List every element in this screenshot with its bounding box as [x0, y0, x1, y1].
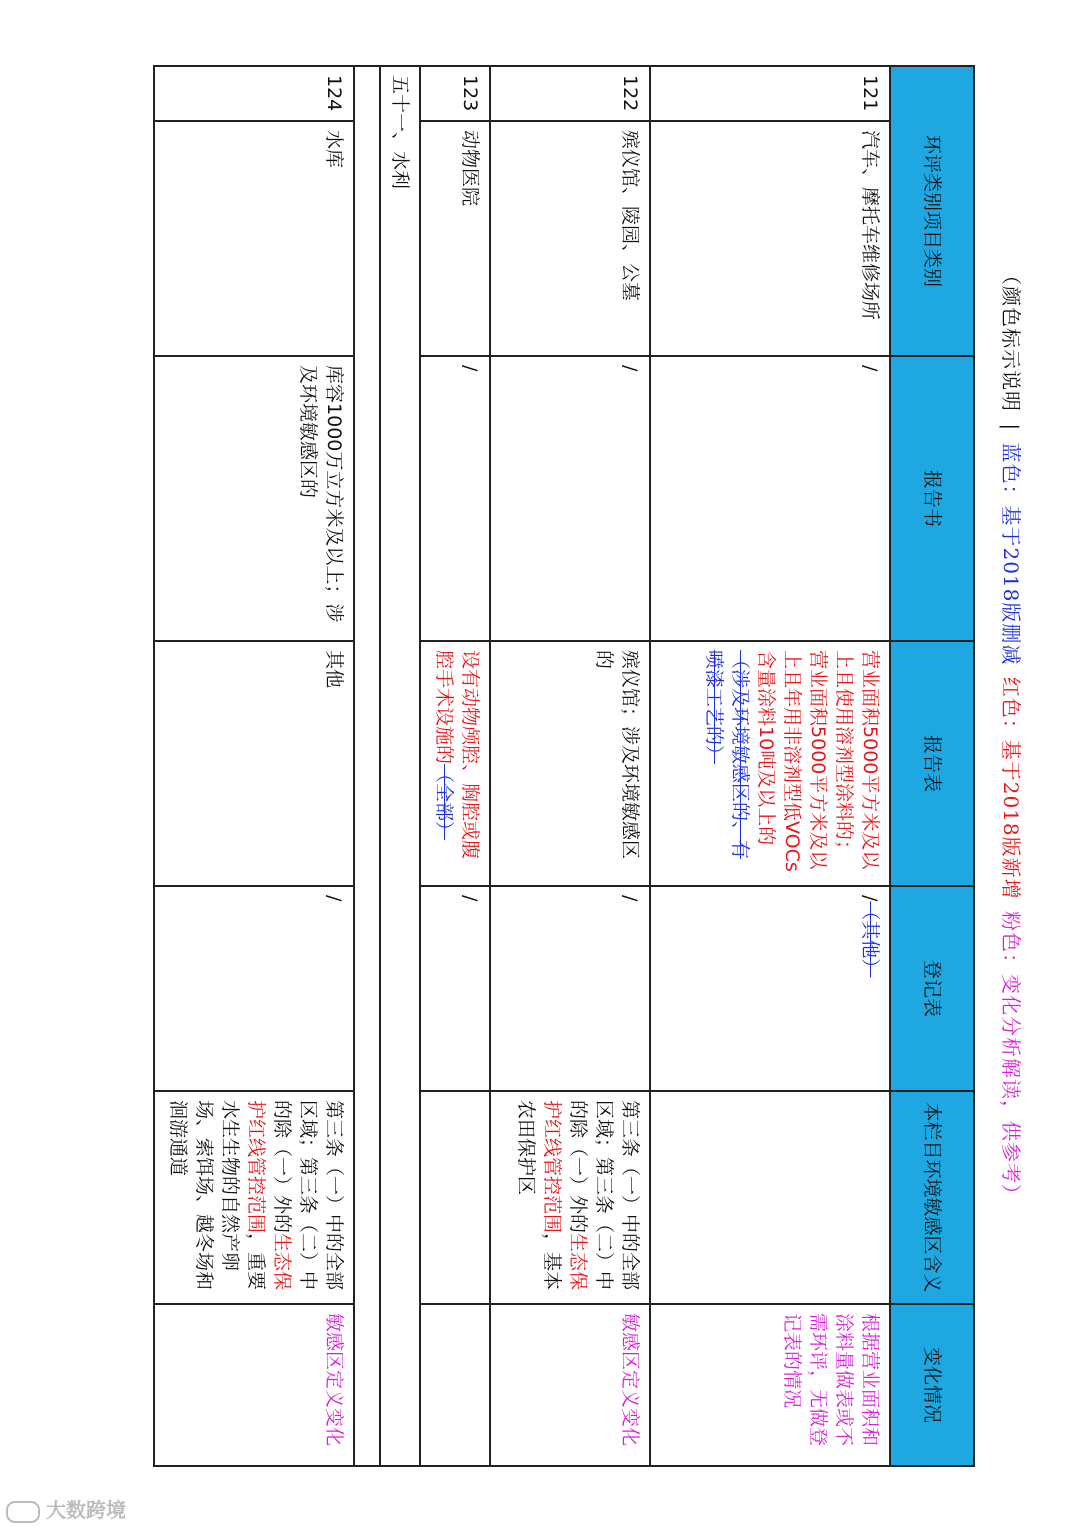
- sensitive-text-red: 生态保护红线管控范围: [245, 1100, 293, 1291]
- report-form-cell: 殡仪馆；涉及环境敏感区的: [490, 641, 650, 886]
- sensitive-cell: [154, 1091, 354, 1304]
- form-removed-text: （全部）: [433, 764, 455, 841]
- report-form-cell: [650, 641, 890, 886]
- change-cell: 敏感区定义变化: [154, 1304, 354, 1466]
- legend-blue: 蓝色：基于2018版删减: [999, 442, 1023, 666]
- change-cell: [420, 1304, 490, 1466]
- header-registration: 登记表: [890, 886, 974, 1091]
- change-cell: 敏感区定义变化: [490, 1304, 650, 1466]
- form-removed-text: （涉及环境敏感区的、有喷漆工艺的）: [703, 650, 751, 860]
- row-number: 123: [420, 66, 490, 121]
- section-row-51: [380, 66, 420, 1466]
- sensitive-text-a: 第三条（一）中的全部区域；第三条（二）中的除（一）外的: [271, 1100, 345, 1291]
- registration-cell: /: [490, 886, 650, 1091]
- registration-cell: [650, 886, 890, 1091]
- table-row-124: [154, 66, 354, 1466]
- sensitive-cell: [420, 1091, 490, 1304]
- section-title: 五十一、水利: [380, 66, 420, 1466]
- header-row: [890, 66, 974, 1466]
- row-name: 水库: [154, 121, 354, 356]
- report-book-cell: /: [490, 356, 650, 641]
- row-name: 动物医院: [420, 121, 490, 356]
- section-spacer: [354, 66, 380, 1466]
- legend-open: （颜色标示说明: [999, 265, 1023, 412]
- sensitive-cell: [490, 1091, 650, 1304]
- header-report-book: 报告书: [890, 356, 974, 641]
- color-legend: [998, 265, 1027, 1209]
- legend-red: 红色：基于2018版新增: [999, 676, 1023, 900]
- legend-separator: |: [999, 423, 1023, 432]
- row-name: 殡仪馆、陵园、公墓: [490, 121, 650, 356]
- row-number: 122: [490, 66, 650, 121]
- watermark-text: 大数跨境: [46, 1500, 126, 1522]
- report-form-cell: 其他: [154, 641, 354, 886]
- sensitive-text-a: 第三条（一）中的全部区域；第三条（二）中的除（一）外的: [567, 1100, 641, 1291]
- form-added-text: 营业面积5000平方米及以上且使用溶剂型涂料的；营业面积5000平方米及以上且年用非溶剂型低VOCs含量涂料10吨及以上的: [755, 650, 881, 872]
- row-number: 124: [154, 66, 354, 121]
- header-report-form: 报告表: [890, 641, 974, 886]
- header-category: 环评类别项目类别: [890, 66, 974, 356]
- registration-removed-text: （其他）: [859, 901, 881, 978]
- table-row-122: [490, 66, 650, 1466]
- report-book-cell: 库容1000万立方米及以上；涉及环境敏感区的: [154, 356, 354, 641]
- row-number: 121: [650, 66, 890, 121]
- report-form-cell: [420, 641, 490, 886]
- registration-slash: /: [859, 895, 881, 902]
- form-added-text: 设有动物颅腔、胸腔或腹腔手术设施的: [433, 650, 481, 860]
- spacer-cell: [354, 66, 380, 1466]
- eia-table: [153, 65, 975, 1467]
- sensitive-cell: [650, 1091, 890, 1304]
- report-book-cell: /: [650, 356, 890, 641]
- watermark: [6, 1494, 126, 1523]
- change-cell: 根据营业面积和涂料量做表或不需环评，无做登记表的情况: [650, 1304, 890, 1466]
- registration-cell: /: [420, 886, 490, 1091]
- sensitive-text-red: 生态保护红线管控范围: [541, 1100, 589, 1291]
- watermark-logo-icon: [6, 1501, 40, 1523]
- registration-cell: /: [154, 886, 354, 1091]
- sensitive-text-b: ，基本农田保护区: [515, 1100, 563, 1291]
- table-row-121: [650, 66, 890, 1466]
- report-book-cell: /: [420, 356, 490, 641]
- header-change: 变化情况: [890, 1304, 974, 1466]
- sensitive-text-b: ，重要水生生物的自然产卵场、索饵场、越冬场和洄游通道: [167, 1100, 267, 1291]
- legend-pink: 粉色：变化分析解读，供参考）: [999, 911, 1023, 1205]
- rotated-page: [155, 65, 1023, 1465]
- header-sensitive: 本栏目环境敏感区含义: [890, 1091, 974, 1304]
- table-row-123: [420, 66, 490, 1466]
- row-name: 汽车、摩托车维修场所: [650, 121, 890, 356]
